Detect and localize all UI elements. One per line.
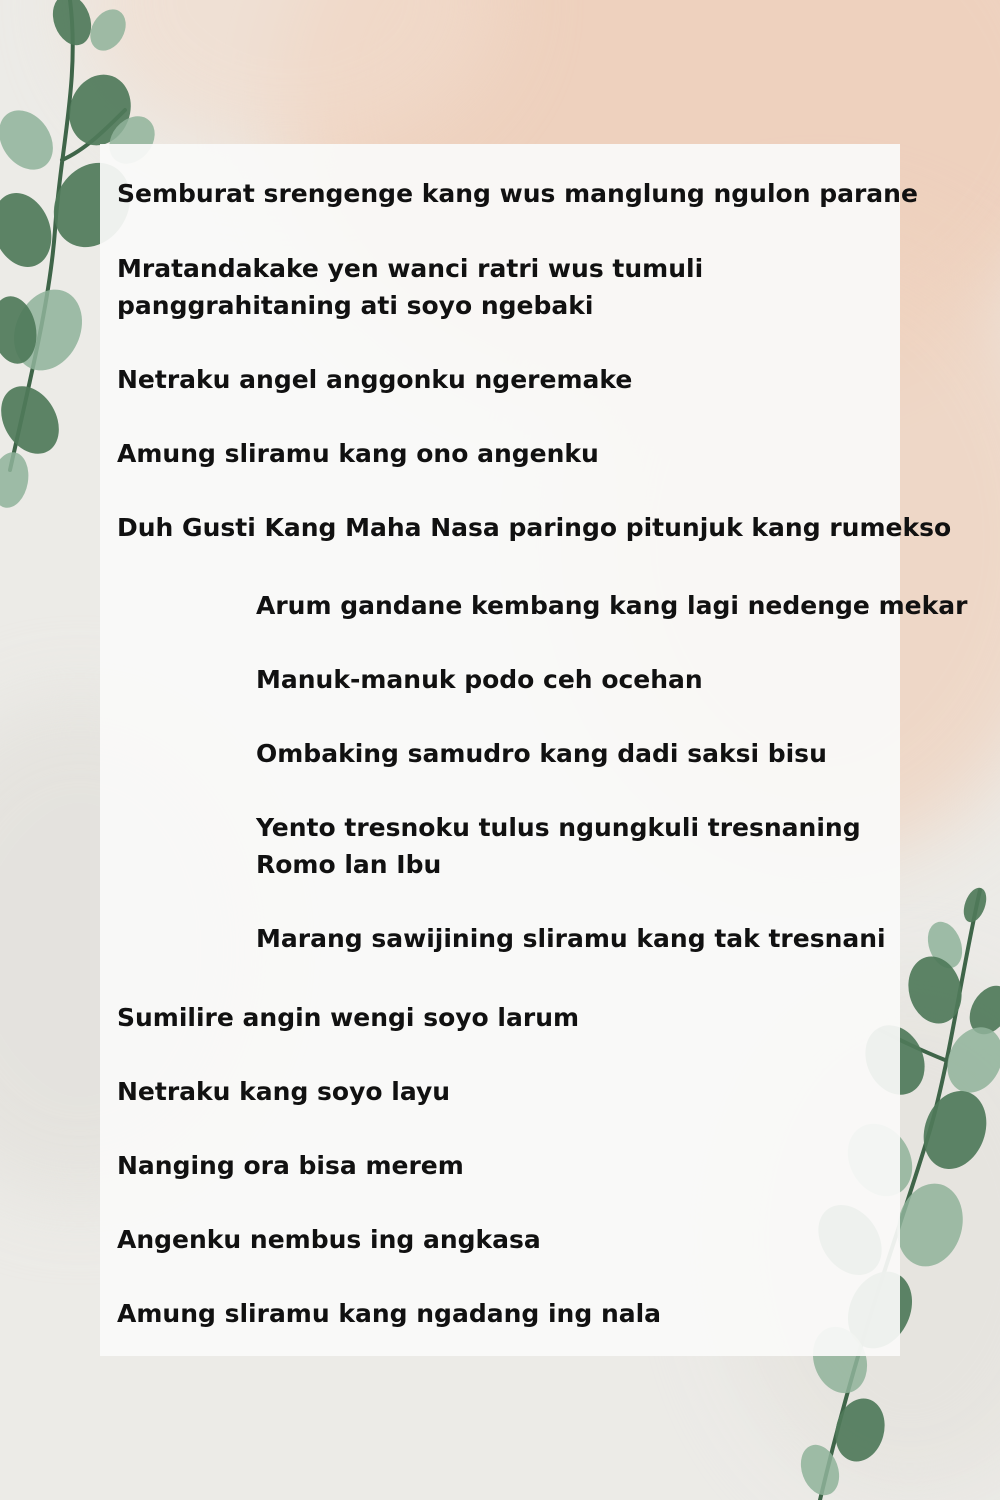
poem-line: Amung sliramu kang ngadang ing nala (117, 1299, 662, 1328)
poem-line-indented: Marang sawijining sliramu kang tak tresnani (256, 924, 886, 953)
poem-line: Angenku nembus ing angkasa (117, 1225, 541, 1254)
eucalyptus-leaf (913, 1082, 997, 1178)
poem-line-indented: Arum gandane kembang kang lagi nedenge mekar (256, 591, 968, 620)
poem-line: Semburat srengenge kang wus manglung ngulon parane (117, 179, 918, 208)
eucalyptus-leaf (0, 449, 33, 510)
poem-line: Nanging ora bisa merem (117, 1151, 464, 1180)
eucalyptus-leaf (0, 376, 71, 464)
poem-line: Netraku angel anggonku ngeremake (117, 365, 633, 394)
eucalyptus-leaf (794, 1439, 846, 1500)
eucalyptus-leaf (46, 0, 98, 51)
eucalyptus-leaf (959, 885, 990, 926)
poem-line: Sumilire angin wengi soyo larum (117, 1003, 580, 1032)
poem-line: Amung sliramu kang ono angenku (117, 439, 599, 468)
eucalyptus-leaf (0, 100, 64, 180)
poem-line: Duh Gusti Kang Maha Nasa paringo pitunjuk kang rumekso (117, 513, 952, 542)
eucalyptus-leaf (829, 1393, 892, 1467)
poem-line-indented: Manuk-manuk podo ceh ocehan (256, 665, 703, 694)
poem-line: Netraku kang soyo layu (117, 1077, 451, 1106)
poem-line: Mratandakake yen wanci ratri wus tumuli panggrahitaning ati soyo ngebaki (117, 254, 704, 320)
poem-line-indented: Yento tresnoku tulus ngungkuli tresnaning Romo lan Ibu (256, 813, 861, 879)
poem-line-indented: Ombaking samudro kang dadi saksi bisu (256, 739, 827, 768)
